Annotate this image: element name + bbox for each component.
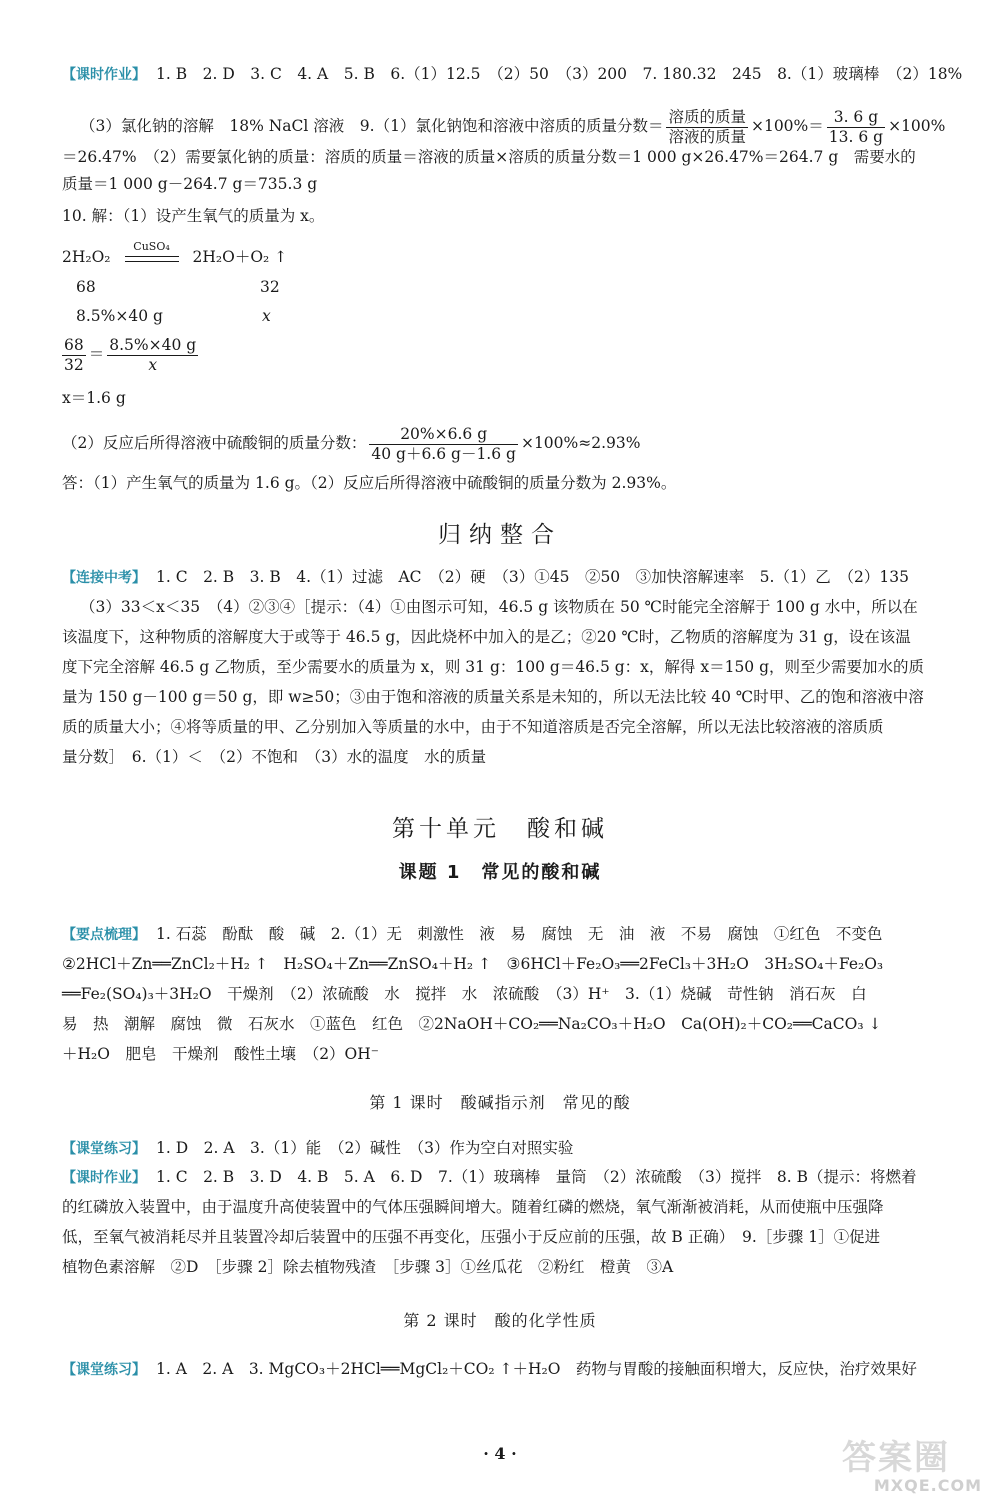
- answer-line: ══Fe₂(SO₄)₃＋3H₂O 干燥剂 （2）浓硫酸 水 搅拌 水 浓硫酸 （3）H⁺ 3.（1）烧碱 苛性钠 消石灰 白: [62, 985, 867, 1003]
- fraction: $\frac{\text{溶质的质量}}{\text{溶液的质量}}$: [668, 107, 746, 146]
- answer-line: ②2HCl＋Zn══ZnCl₂＋H₂ ↑ H₂SO₄＋Zn══ZnSO₄＋H₂ ↑ ③6HCl＋Fe₂O₃══2FeCl₃＋3H₂O 3H₂SO₄＋Fe₂O₃: [62, 955, 884, 973]
- chemical-equation: 2H₂O₂ CuSO₄ 2H₂O＋O₂ ↑: [62, 240, 288, 266]
- section-tag: 【课时作业】: [62, 1170, 146, 1186]
- answer-line: 质的质量大小；④将等质量的甲、乙分别加入等质量的水中，由于不知道溶质是否完全溶解，所以无法比较溶液的溶质质: [62, 718, 884, 736]
- lesson-title: 第 2 课时 酸的化学性质: [403, 1311, 597, 1330]
- section-tag: 【连接中考】: [62, 570, 146, 586]
- given-value: 8.5%×40 g: [76, 307, 163, 325]
- answer-line: 植物色素溶解 ②D ［步骤 2］除去植物残渣 ［步骤 3］①丝瓜花 ②粉红 橙黄 ③A: [62, 1258, 674, 1276]
- answer-line: 量为 150 g－100 g＝50 g，即 w≥50；③由于饱和溶液的质量关系是未知的，所以无法比较 40 ℃时甲、乙的饱和溶液中溶: [62, 688, 924, 706]
- answer-line: 【连接中考】 1. C 2. B 3. B 4.（1）过滤 AC （2）硬 （3）①45 ②50 ③加快溶解速率 5.（1）乙 （2）135: [62, 568, 910, 586]
- fraction: $\frac{3. 6 g}{13. 6 g}$: [828, 107, 884, 146]
- answer-line: ＝26.47% （2）需要氯化钠的质量：溶质的质量＝溶液的质量×溶质的质量分数＝1 000 g×26.47%＝264.7 g 需要水的: [62, 148, 916, 166]
- watermark-mark: 答案圈: [842, 1438, 950, 1478]
- reaction-arrow: CuSO₄: [121, 248, 183, 268]
- topic-title: 课题 1 常见的酸和碱: [398, 862, 602, 883]
- molar-mass: 32: [260, 278, 280, 296]
- answer-line: 【课时作业】 1. C 2. B 3. D 4. B 5. A 6. D 7.（1）玻璃棒 量筒 （2）浓硫酸 （3）搅拌 8. B（提示：将燃着: [62, 1168, 917, 1186]
- watermark-url: MXQE.COM: [873, 1476, 982, 1495]
- answer-line: （3）氯化钠的溶解 18% NaCl 溶液 9.（1）氯化钠饱和溶液中溶质的质量分数＝ $\frac{\text{溶质的质量}}{\text{溶液的质量}}$ ×100%＝ $\frac{3. 6 g}{13. 6 g}$ ×100%: [80, 107, 946, 146]
- molar-mass: 68: [76, 278, 96, 296]
- ratio-equation: $\frac{68}{32}$ ＝ $\frac{8.5\%\times 40 g}{x}$: [64, 335, 197, 374]
- answer-line: 低，至氧气被消耗尽并且装置冷却后装置中的压强不再变化，压强小于反应前的压强，故 B 正确） 9.［步骤 1］①促进: [62, 1228, 881, 1246]
- result: x＝1.6 g: [62, 389, 126, 407]
- answer-line: 【课堂练习】 1. D 2. A 3.（1）能 （2）碱性 （3）作为空白对照实验: [62, 1139, 574, 1157]
- unknown-value: x: [262, 307, 271, 325]
- answer-line: （2）反应后所得溶液中硫酸铜的质量分数： $\frac{20\%\times 6.6 g}{40 g+6.6 g-1.6 g}$ ×100%≈2.93%: [62, 424, 641, 463]
- watermark-logo: [842, 1438, 982, 1495]
- answer-line: 10. 解：（1）设产生氧气的质量为 x。: [62, 207, 325, 225]
- answer-line: 【课堂练习】 1. A 2. A 3. MgCO₃＋2HCl══MgCl₂＋CO₂ ↑＋H₂O 药物与胃酸的接触面积增大，反应快，治疗效果好: [62, 1360, 917, 1378]
- answer-conclusion: 答：（1）产生氧气的质量为 1.6 g。（2）反应后所得溶液中硫酸铜的质量分数为 2.93%。: [62, 474, 677, 492]
- section-heading: 归纳整合: [438, 522, 562, 548]
- answer-line: 量分数］ 6.（1）＜ （2）不饱和 （3）水的温度 水的质量: [62, 748, 487, 766]
- answer-line: 【课时作业】 1. B 2. D 3. C 4. A 5. B 6.（1）12.5 （2）50 （3）200 7. 180.32 245 8.（1）玻璃棒 （2）18%: [62, 65, 963, 83]
- answer-line: 【要点梳理】 1. 石蕊 酚酞 酸 碱 2.（1）无 刺激性 液 易 腐蚀 无 油 液 不易 腐蚀 ①红色 不变色: [62, 925, 883, 943]
- answer-line: 度下完全溶解 46.5 g 乙物质，至少需要水的质量为 x，则 31 g：100 g＝46.5 g：x，解得 x＝150 g，则至少需要加水的质: [62, 658, 925, 676]
- answer-line: 质量＝1 000 g－264.7 g＝735.3 g: [62, 175, 318, 193]
- section-tag: 【课时作业】: [62, 67, 146, 83]
- unit-title: 第十单元 酸和碱: [392, 816, 608, 842]
- section-tag: 【课堂练习】: [62, 1141, 146, 1157]
- answer-line: ＋H₂O 肥皂 干燥剂 酸性土壤 （2）OH⁻: [62, 1045, 379, 1063]
- answer-line: 的红磷放入装置中，由于温度升高使装置中的气体压强瞬间增大。随着红磷的燃烧，氧气渐渐被消耗，从而使瓶中压强降: [62, 1198, 884, 1216]
- answer-line: 易 热 潮解 腐蚀 微 石灰水 ①蓝色 红色 ②2NaOH＋CO₂══Na₂CO₃＋H₂O Ca(OH)₂＋CO₂══CaCO₃ ↓: [62, 1015, 882, 1033]
- page-number: · 4 ·: [483, 1444, 517, 1463]
- section-tag: 【要点梳理】: [62, 927, 146, 943]
- answer-line: （3）33＜x＜35 （4）②③④［提示：（4）①由图示可知，46.5 g 该物质在 50 ℃时能完全溶解于 100 g 水中，所以在: [80, 598, 918, 616]
- section-tag: 【课堂练习】: [62, 1362, 146, 1378]
- lesson-title: 第 1 课时 酸碱指示剂 常见的酸: [369, 1093, 631, 1112]
- answer-line: 该温度下，这种物质的溶解度大于或等于 46.5 g，因此烧杯中加入的是乙；②20 ℃时，乙物质的溶解度为 31 g，设在该温: [62, 628, 911, 646]
